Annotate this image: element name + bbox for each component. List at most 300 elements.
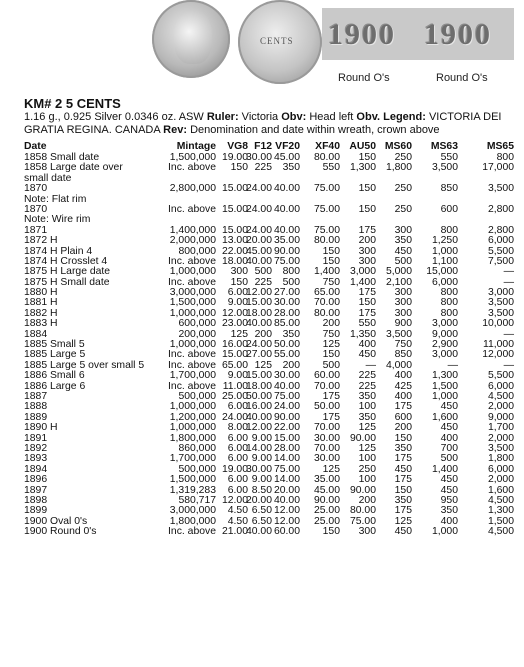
table-cell-au50: 175 [358,224,376,236]
table-cell-ms63: 550 [440,152,458,163]
table-cell-ms63: 450 [440,474,458,486]
ruler-label: Ruler: [206,111,239,123]
table-cell-vf20: 30.00 [273,370,300,382]
table-cell-vg8: 150 [230,162,248,174]
table-cell-date: 1880 H [24,287,58,299]
table-cell-ms60: 350 [394,494,412,506]
table-cell-vg8: 4.50 [227,515,248,527]
table-cell-ms60: 300 [394,297,412,309]
table-cell-vg8: 15.00 [221,349,248,361]
table-cell-vf20: 40.00 [273,380,300,392]
table-cell-au50: 80.00 [349,505,376,517]
table-cell-f12: 18.00 [245,380,272,392]
table-cell-ms60: 250 [394,203,412,215]
table-cell-ms60: 400 [394,370,412,382]
table-cell-date: 1882 H [24,307,58,319]
table-cell-f12: 6.50 [251,515,272,527]
table-cell-ms65: 9,000 [487,411,514,423]
table-cell-ms63: 1,000 [431,245,458,257]
table-cell-xf40: 90.00 [313,494,340,506]
table-cell-vg8: 16.00 [221,339,248,351]
table-cell-ms60: 350 [394,235,412,247]
table-cell-vg8: 19.00 [221,152,248,163]
table-cell-ms65: 2,000 [487,432,514,444]
table-cell-au50: 350 [358,390,376,402]
closeup-left-digits: 1900 [328,18,396,51]
table-cell-xf40: 550 [322,162,340,174]
table-cell-date: 1890 H [24,422,58,434]
table-cell-date: 1883 H [24,318,58,330]
table-cell-vf20: 45.00 [273,152,300,163]
table-cell-date: 1887 [24,390,48,402]
table-cell-ms65: 2,000 [487,401,514,413]
table-row [24,423,520,433]
closeup-caption-right: Round O's [436,72,488,84]
table-cell-f12: 225 [254,276,272,288]
table-cell-vg8: 4.50 [227,505,248,517]
table-cell-ms60: 3,500 [385,328,412,340]
table-cell-ms65: 4,500 [487,494,514,506]
table-cell-vg8: 18.00 [221,255,248,267]
table-cell-f12: 40.00 [245,318,272,330]
table-cell-ms60: 400 [394,390,412,402]
table-cell-f12: 12.00 [245,287,272,299]
table-cell-ms63: 1,300 [431,370,458,382]
table-cell-f12: 9.00 [251,474,272,486]
table-cell-date: 1870 [24,183,48,195]
price-table [24,141,520,537]
table-cell-mintage: Inc. above [168,380,216,392]
table-cell-xf40: 75.00 [313,224,340,236]
table-cell-xf40: 750 [322,276,340,288]
table-cell-au50: 1,300 [349,162,376,174]
table-cell-xf40: 150 [322,349,340,361]
table-cell-date: 1893 [24,453,48,465]
table-cell-vg8: 6.00 [227,401,248,413]
table-cell-ms60: 600 [394,411,412,423]
table-cell-vg8: 6.00 [227,484,248,496]
table-cell-xf40: 70.00 [313,442,340,454]
table-cell-au50: 150 [358,203,376,215]
column-header-xf40: XF40 [315,141,340,152]
table-cell-ms60: 425 [394,380,412,392]
table-cell-f12: 125 [254,359,272,371]
table-body [24,153,520,537]
table-cell-ms60: 175 [394,401,412,413]
table-cell-f12: 24.00 [245,183,272,195]
table-cell-mintage: Inc. above [168,359,216,371]
table-cell-mintage: 1,700,000 [169,453,216,465]
column-header-ms65: MS65 [486,141,514,152]
table-cell-ms65: — [503,276,514,288]
obverse-label: Obv: [281,111,307,123]
table-cell-date: 1874 H Crosslet 4 [24,255,108,267]
table-cell-xf40: 175 [322,411,340,423]
table-cell-vf20: 22.00 [273,422,300,434]
table-cell-ms65: 1,300 [487,505,514,517]
table-cell-au50: 200 [358,494,376,506]
table-cell-ms60: 250 [394,152,412,163]
table-cell-mintage: Inc. above [168,162,216,174]
table-cell-ms63: 1,600 [431,411,458,423]
table-cell-ms60: 175 [394,453,412,465]
table-cell-ms60: 450 [394,245,412,257]
table-cell-date: 1886 Small 6 [24,370,85,382]
column-header-ms60: MS60 [384,141,412,152]
table-cell-mintage: 1,500,000 [169,297,216,309]
table-row [24,205,520,215]
table-cell-ms65: 6,000 [487,463,514,475]
table-cell-f12: 15.00 [245,370,272,382]
table-cell-xf40: 1,400 [313,266,340,278]
table-cell-f12: 27.00 [245,349,272,361]
table-cell-date: 1886 Large 6 [24,380,86,392]
table-cell-ms63: 450 [440,484,458,496]
column-header-vg8: VG8 [227,141,248,152]
table-cell-mintage: 500,000 [178,390,216,402]
table-cell-au50: 90.00 [349,484,376,496]
table-cell-vf20: 40.00 [273,183,300,195]
table-cell-mintage: 200,000 [178,328,216,340]
table-cell-au50: 100 [358,401,376,413]
table-cell-date: 1897 [24,484,48,496]
table-cell-vf20: 500 [282,276,300,288]
table-cell-ms65: 3,500 [487,183,514,195]
table-cell-mintage: Inc. above [168,255,216,267]
table-cell-xf40: 25.00 [313,515,340,527]
table-cell-date: 1899 [24,505,48,517]
table-cell-vg8: 25.00 [221,390,248,402]
table-cell-ms65: 3,500 [487,442,514,454]
table-cell-xf40: 70.00 [313,380,340,392]
table-cell-ms63: 800 [440,307,458,319]
ruler-value: Victoria [238,111,282,123]
table-cell-vg8: 13.00 [221,235,248,247]
coin-description [24,111,520,137]
table-cell-xf40: 125 [322,463,340,475]
table-cell-au50: 550 [358,318,376,330]
table-cell-xf40: 45.00 [313,484,340,496]
table-cell-date: 1885 Large 5 over small 5 [24,359,145,371]
table-cell-ms60: 450 [394,526,412,538]
table-cell-mintage: Inc. above [168,526,216,538]
table-cell-vg8: 9.00 [227,297,248,309]
table-cell-f12: 225 [254,162,272,174]
table-cell-mintage: 1,700,000 [169,370,216,382]
table-cell-au50: 300 [358,526,376,538]
table-cell-vf20: 28.00 [273,442,300,454]
table-cell-xf40: 80.00 [313,307,340,319]
table-cell-au50: 175 [358,287,376,299]
table-cell-date: Note: Flat rim [24,193,87,205]
table-cell-vg8: 6.00 [227,453,248,465]
table-cell-vf20: 30.00 [273,297,300,309]
table-cell-date: small date [24,172,72,184]
column-header-vf20: VF20 [275,141,300,152]
table-cell-vg8: 15.00 [221,224,248,236]
table-cell-au50: 150 [358,183,376,195]
table-cell-vg8: 24.00 [221,411,248,423]
table-cell-ms63: 1,500 [431,380,458,392]
table-cell-f12: 200 [254,328,272,340]
table-cell-au50: 225 [358,380,376,392]
table-cell-vg8: 22.00 [221,245,248,257]
table-cell-au50: 350 [358,411,376,423]
table-cell-date: 1898 [24,494,48,506]
table-cell-f12: 45.00 [245,245,272,257]
table-cell-ms63: 3,000 [431,318,458,330]
table-cell-f12: 15.00 [245,297,272,309]
table-cell-au50: 1,400 [349,276,376,288]
table-cell-ms65: 1,800 [487,453,514,465]
table-cell-xf40: 25.00 [313,505,340,517]
table-cell-mintage: Inc. above [168,203,216,215]
table-cell-au50: 75.00 [349,515,376,527]
date-closeup-left [322,8,418,60]
table-cell-ms60: 500 [394,255,412,267]
table-cell-au50: 400 [358,339,376,351]
column-header-au50: AU50 [349,141,376,152]
table-cell-ms63: 1,000 [431,390,458,402]
table-cell-ms65: 4,500 [487,526,514,538]
table-cell-xf40: 70.00 [313,422,340,434]
table-cell-mintage: 1,400,000 [169,224,216,236]
table-cell-vf20: 20.00 [273,484,300,496]
table-cell-xf40: 175 [322,390,340,402]
table-cell-mintage: 860,000 [178,442,216,454]
table-cell-vg8: 23.00 [221,318,248,330]
table-cell-mintage: 1,000,000 [169,266,216,278]
table-cell-ms63: 400 [440,432,458,444]
table-cell-ms65: 7,500 [487,255,514,267]
table-cell-f12: 6.50 [251,505,272,517]
table-cell-vg8: 6.00 [227,474,248,486]
table-cell-ms65: 6,000 [487,235,514,247]
table-cell-vf20: 75.00 [273,463,300,475]
table-row [24,163,520,173]
table-cell-vg8: 6.00 [227,432,248,444]
table-cell-vf20: 350 [282,162,300,174]
table-cell-ms60: 200 [394,422,412,434]
table-cell-vf20: 75.00 [273,255,300,267]
legend-label: Obv. Legend: [356,111,426,123]
table-cell-vg8: 15.00 [221,183,248,195]
table-cell-ms63: 800 [440,224,458,236]
column-header-ms63: MS63 [430,141,458,152]
table-cell-ms63: 2,900 [431,339,458,351]
table-cell-mintage: 1,000,000 [169,422,216,434]
table-cell-date: 1874 H Plain 4 [24,245,93,257]
table-cell-xf40: 150 [322,245,340,257]
table-cell-au50: 100 [358,474,376,486]
obverse-value: Head left [306,111,357,123]
table-cell-au50: 90.00 [349,432,376,444]
table-cell-au50: 3,000 [349,266,376,278]
table-cell-f12: 40.00 [245,255,272,267]
table-cell-date: 1894 [24,463,48,475]
table-cell-vf20: 55.00 [273,349,300,361]
table-cell-xf40: 70.00 [313,297,340,309]
table-cell-ms63: 1,400 [431,463,458,475]
table-cell-vf20: 12.00 [273,515,300,527]
table-row [24,236,520,246]
coin-reverse-text: CENTS [260,36,294,46]
table-cell-ms63: 3,000 [431,349,458,361]
table-cell-f12: 50.00 [245,390,272,402]
table-cell-ms63: 700 [440,442,458,454]
table-cell-ms60: 750 [394,339,412,351]
table-cell-vg8: 6.00 [227,442,248,454]
table-cell-date: 1888 [24,401,48,413]
table-cell-mintage: 3,000,000 [169,287,216,299]
table-cell-ms63: 1,250 [431,235,458,247]
table-cell-vf20: 75.00 [273,390,300,402]
table-cell-date: 1891 [24,432,48,444]
table-cell-xf40: 125 [322,339,340,351]
table-cell-vf20: 40.00 [273,494,300,506]
table-cell-vf20: 14.00 [273,453,300,465]
table-cell-vg8: 125 [230,328,248,340]
table-cell-ms65: 17,000 [482,162,514,174]
table-cell-ms65: 1,700 [487,422,514,434]
table-cell-date: Note: Wire rim [24,214,91,226]
table-cell-vg8: 6.00 [227,287,248,299]
table-row [24,475,520,485]
table-cell-vf20: 40.00 [273,203,300,215]
table-cell-mintage: 2,000,000 [169,235,216,247]
table-cell-xf40: 150 [322,526,340,538]
table-cell-date: 1884 [24,328,48,340]
table-cell-vf20: 90.00 [273,411,300,423]
table-cell-mintage: 1,500,000 [169,474,216,486]
table-cell-ms60: 5,000 [385,266,412,278]
table-cell-xf40: 200 [322,318,340,330]
table-cell-au50: 125 [358,442,376,454]
table-cell-date: 1892 [24,442,48,454]
column-header-date: Date [24,141,47,152]
column-header-mintage: Mintage [176,141,216,152]
table-cell-mintage: Inc. above [168,349,216,361]
table-cell-au50: 175 [358,307,376,319]
table-cell-vf20: 50.00 [273,339,300,351]
coin-reverse-image [238,0,322,84]
table-cell-ms65: 11,000 [482,339,514,351]
table-cell-au50: 1,350 [349,328,376,340]
closeup-right-digits: 1900 [424,18,492,51]
reverse-label: Rev: [163,124,188,136]
table-cell-vg8: 15.00 [221,203,248,215]
table-cell-mintage: 600,000 [178,318,216,330]
table-cell-date: 1858 Large date over [24,162,123,174]
table-cell-ms65: 3,000 [487,287,514,299]
legend-value: VICTORIA DEI GRATIA REGINA. CANADA [24,111,502,136]
table-cell-ms65: 3,500 [487,297,514,309]
table-cell-date: 1872 H [24,235,58,247]
table-cell-ms60: 150 [394,432,412,444]
table-cell-ms60: 850 [394,349,412,361]
table-cell-au50: 100 [358,453,376,465]
table-cell-vf20: 24.00 [273,401,300,413]
table-cell-vg8: 12.00 [221,307,248,319]
table-cell-ms60: 125 [394,515,412,527]
table-cell-au50: — [365,359,376,371]
coin-obverse-image [152,0,230,78]
table-cell-vf20: 40.00 [273,224,300,236]
table-cell-au50: 250 [358,463,376,475]
table-cell-au50: 300 [358,255,376,267]
table-cell-vf20: 35.00 [273,235,300,247]
table-cell-mintage: 800,000 [178,245,216,257]
table-cell-ms63: 800 [440,287,458,299]
table-cell-f12: 30.00 [245,463,272,475]
table-cell-ms65: 5,500 [487,245,514,257]
table-cell-ms63: 800 [440,297,458,309]
table-cell-vf20: 350 [282,328,300,340]
table-cell-date: 1870 [24,203,48,215]
table-cell-au50: 200 [358,235,376,247]
table-cell-mintage: 1,500,000 [169,152,216,163]
coin-image-strip [0,0,524,90]
table-cell-f12: 500 [254,266,272,278]
table-cell-date: 1881 H [24,297,58,309]
table-cell-ms60: 300 [394,307,412,319]
table-cell-vg8: 9.00 [227,370,248,382]
table-cell-ms65: 3,500 [487,307,514,319]
table-cell-mintage: 1,000,000 [169,401,216,413]
table-cell-ms65: 800 [496,152,514,163]
table-cell-mintage: 1,000,000 [169,307,216,319]
table-cell-ms60: 4,000 [385,359,412,371]
table-cell-f12: 18.00 [245,307,272,319]
table-cell-au50: 150 [358,152,376,163]
table-cell-vf20: 28.00 [273,307,300,319]
table-cell-xf40: 30.00 [313,432,340,444]
table-cell-ms63: 600 [440,203,458,215]
table-cell-vf20: 14.00 [273,474,300,486]
table-cell-vg8: 8.00 [227,422,248,434]
table-cell-ms63: 850 [440,183,458,195]
date-closeup-right [418,8,514,60]
table-cell-au50: 300 [358,245,376,257]
table-cell-ms63: 1,000 [431,526,458,538]
table-cell-date: 1885 Small 5 [24,339,85,351]
table-cell-xf40: 80.00 [313,152,340,163]
table-cell-ms63: 500 [440,453,458,465]
table-cell-au50: 225 [358,370,376,382]
table-cell-ms63: 1,100 [431,255,458,267]
table-cell-ms63: 15,000 [426,266,458,278]
table-cell-f12: 12.00 [245,422,272,434]
table-cell-ms65: 4,500 [487,390,514,402]
table-cell-xf40: 75.00 [313,203,340,215]
table-cell-vf20: 12.00 [273,505,300,517]
table-cell-ms65: 1,500 [487,515,514,527]
table-cell-ms63: 450 [440,401,458,413]
table-cell-vg8: 150 [230,276,248,288]
table-cell-ms65: — [503,328,514,340]
table-cell-f12: 9.00 [251,453,272,465]
table-cell-ms60: 450 [394,463,412,475]
table-cell-date: 1875 H Small date [24,276,110,288]
table-cell-xf40: 500 [322,359,340,371]
table-cell-f12: 24.00 [245,203,272,215]
table-cell-ms65: 2,800 [487,203,514,215]
table-cell-f12: 24.00 [245,224,272,236]
table-cell-xf40: 750 [322,328,340,340]
table-cell-date: 1875 H Large date [24,266,111,278]
table-cell-vg8: 65.00 [221,359,248,371]
table-cell-xf40: 65.00 [313,287,340,299]
